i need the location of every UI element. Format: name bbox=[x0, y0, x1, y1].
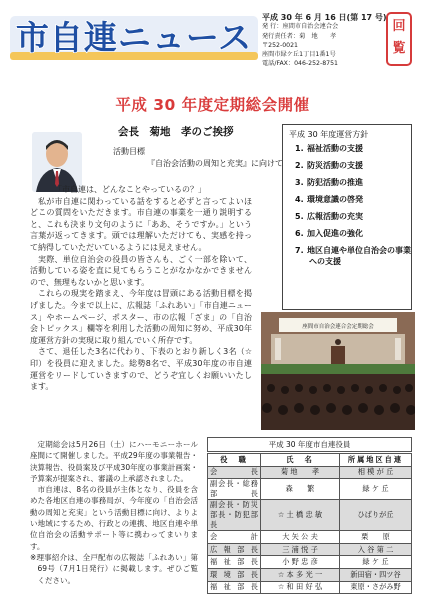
operation-plan-box bbox=[282, 124, 412, 310]
officer-role: 福祉部長 bbox=[208, 581, 261, 594]
page-headline: 平成 30 年度定期総会開催 bbox=[115, 96, 310, 114]
officer-area: 緑 ケ 丘 bbox=[340, 556, 412, 569]
officer-name: 大 矢 公 夫 bbox=[261, 531, 340, 544]
officer-name: 菊 地 孝 bbox=[261, 466, 340, 479]
plan-item-text: 防犯活動の推進 bbox=[307, 178, 363, 187]
greeting-paragraph: さて、退任した3名に代わり、下表のとおり新しく3名（☆印）を役員に迎えました。総勢8名で、平成30年度の市自連運営をリードしていきますので、どうぞ宜しくお願いいたします。 bbox=[30, 347, 252, 392]
address: 座間市緑ケ丘1丁目1番1号 bbox=[262, 51, 336, 59]
masthead-title: 市自連ニュース bbox=[15, 18, 253, 57]
officer-area: ひばりが丘 bbox=[340, 500, 412, 531]
issue-line: 平成 30 年 6 月 16 日(第 17 号) bbox=[262, 13, 387, 22]
phone-fax: 電話/FAX：046-252-8751 bbox=[262, 60, 338, 68]
column-header: 氏 名 bbox=[261, 454, 340, 467]
officers-section bbox=[207, 437, 412, 594]
table-row bbox=[208, 543, 412, 556]
table-row bbox=[208, 479, 412, 500]
plan-item bbox=[291, 177, 413, 188]
plan-item bbox=[291, 160, 413, 171]
officer-role: 広報部長 bbox=[208, 543, 261, 556]
postal-code: 〒252-0021 bbox=[262, 41, 298, 49]
table-row bbox=[208, 531, 412, 544]
editor: 発行責任者：菊 地 孝 bbox=[262, 32, 337, 40]
plan-item-text: 地区自連や単位自治会の事業への支援 bbox=[307, 246, 411, 266]
greeting-paragraph: 実際、単位自治会の役員の皆さんも、ごく一部を除いて、活動している姿を直に見てもらうことがなかなかできませんので、無理もないかと思います。 bbox=[30, 254, 252, 287]
issue-info bbox=[262, 13, 387, 69]
plan-item bbox=[291, 211, 413, 222]
meeting-paragraph: 定期総会は5月26日（土）にハーモニーホール座間にて開催しました。平成29年度の事業報告・決算報告、役員案及び平成30年度の事業計画案・予算案が提案され、審議の上承認されました。 bbox=[30, 440, 198, 483]
plan-item-text: 福祉活動の支援 bbox=[307, 144, 363, 153]
officer-name: 小 野 忠 彦 bbox=[261, 556, 340, 569]
column-header: 役 職 bbox=[208, 454, 261, 467]
table-row bbox=[208, 466, 412, 479]
officer-role: 環境部長 bbox=[208, 568, 261, 581]
column-header: 所属地区自連 bbox=[340, 454, 412, 467]
table-row bbox=[208, 556, 412, 569]
plan-item-number: 6. bbox=[295, 229, 304, 238]
table-row bbox=[208, 568, 412, 581]
plan-item-number: 7. bbox=[295, 246, 304, 255]
officer-name: ☆ 和 田 好 弘 bbox=[261, 581, 340, 594]
president-photo bbox=[32, 132, 82, 192]
plan-item-number: 3. bbox=[295, 178, 304, 187]
officer-name: 森 繁 bbox=[261, 479, 340, 500]
meeting-banner: 座間市自治会連合会定期総会 bbox=[302, 324, 374, 330]
goal-label: 活動目標 bbox=[113, 147, 145, 156]
circulate-char-1: 回 bbox=[392, 19, 406, 34]
table-header-row bbox=[208, 454, 412, 467]
circulate-stamp bbox=[386, 12, 412, 66]
table-row bbox=[208, 500, 412, 531]
publisher: 発 行：座間市自治会連合会 bbox=[262, 23, 339, 31]
meeting-paragraph: 市自連は、8名の役員が主体となり、役員を含めた各地区自連の事務局が、今年度の「自治会活動の周知と充実」という活動目標に向け、よりよい地域にするため、行政との連携、地区自連や単位自治会の活動サポート等に携わってまいります。 bbox=[30, 485, 198, 551]
officer-name: ☆ 土 橋 忠 敏 bbox=[261, 500, 340, 531]
plan-item-number: 2. bbox=[295, 161, 304, 170]
officer-area: 東原・さがみ野 bbox=[340, 581, 412, 594]
greeting-paragraph: 「市自連は、どんなことやっているの？」 bbox=[54, 185, 206, 194]
plan-item-number: 4. bbox=[295, 195, 304, 204]
meeting-note: ※理事紹介は、全戸配布の広報誌「ふれあい」第69号（7月1日発行）に掲載します。ぜひご覧ください。 bbox=[30, 552, 198, 585]
meeting-report bbox=[30, 439, 198, 586]
table-row bbox=[208, 581, 412, 594]
plan-title: 平成 30 年度運営方針 bbox=[289, 130, 369, 139]
meeting-photo bbox=[261, 312, 415, 430]
officer-area: 栗 原 bbox=[340, 531, 412, 544]
plan-item-number: 5. bbox=[295, 212, 304, 221]
plan-list bbox=[291, 143, 413, 273]
plan-item bbox=[291, 194, 413, 205]
plan-item bbox=[291, 245, 413, 267]
officer-name: 三 浦 悦 子 bbox=[261, 543, 340, 556]
plan-item-text: 広報活動の充実 bbox=[307, 212, 363, 221]
officer-area: 緑 ケ 丘 bbox=[340, 479, 412, 500]
officer-role: 会計 bbox=[208, 531, 261, 544]
officer-role: 会長 bbox=[208, 466, 261, 479]
officers-table bbox=[207, 453, 412, 594]
plan-item-text: 環境意識の啓発 bbox=[307, 195, 363, 204]
plan-item bbox=[291, 143, 413, 154]
officer-area: 入 谷 第 二 bbox=[340, 543, 412, 556]
plan-item bbox=[291, 228, 413, 239]
plan-item-text: 防災活動の支援 bbox=[307, 161, 363, 170]
goal-text: 『自治会活動の周知と充実』に向けて bbox=[147, 159, 283, 168]
officer-area: 新田宿・四ツ谷 bbox=[340, 568, 412, 581]
officer-role: 福祉部長 bbox=[208, 556, 261, 569]
officer-area: 相 模 が 丘 bbox=[340, 466, 412, 479]
greeting-title: 会長 菊地 孝のご挨拶 bbox=[118, 126, 234, 138]
plan-item-text: 加入促進の強化 bbox=[307, 229, 363, 238]
greeting-paragraph: これらの現実を踏まえ、今年度は冒頭にある活動目標を掲げました。今まで以上に、広報誌「ふれあい」「市自連ニュース」やホームページ、ポスター、市の広報「ざま」の「自治会トピックス」欄等を利用した活動の周知に努め、平成30年度運営方針の実現に取り組んでいく所存です。 bbox=[30, 289, 252, 345]
officer-role: 副会長・防災部長・防犯部長 bbox=[208, 500, 261, 531]
masthead-logo bbox=[8, 10, 260, 64]
greeting-paragraph: 私が市自連に関わっている話をすると必ずと言ってよいほどこの質問をいただきます。市自連の事業を一通り説明すると、これも決まり文句のように「ああ、そうですか。」という言葉が返ってきます。頭では理解いただけても、実感を持って納得していただいているようには見えません。 bbox=[30, 196, 252, 252]
officer-name: ☆ 本 多 光 一 bbox=[261, 568, 340, 581]
officers-title: 平成 30 年度市自連役員 bbox=[207, 437, 412, 452]
greeting-body bbox=[30, 184, 252, 393]
officer-role: 副会長・総務部長 bbox=[208, 479, 261, 500]
plan-item-number: 1. bbox=[295, 144, 304, 153]
circulate-char-2: 覧 bbox=[392, 41, 406, 56]
